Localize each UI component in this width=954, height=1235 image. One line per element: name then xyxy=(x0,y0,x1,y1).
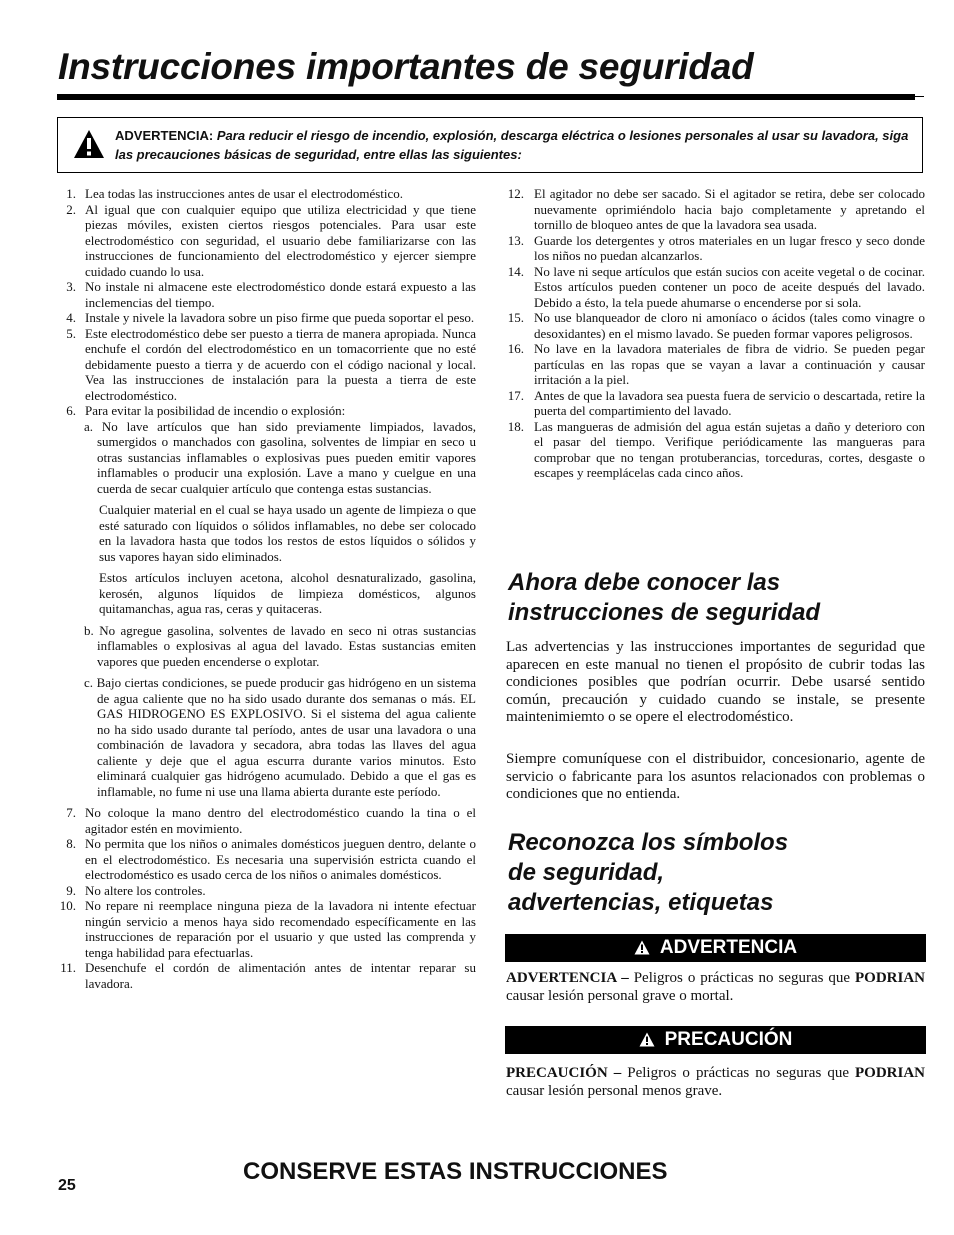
signal-dash: – xyxy=(607,1065,628,1081)
list-item xyxy=(58,186,476,202)
footer-slogan: CONSERVE ESTAS INSTRUCCIONES xyxy=(243,1158,668,1185)
warning-triangle-icon xyxy=(634,940,650,955)
warning-label: ADVERTENCIA: xyxy=(115,128,214,143)
section-paragraph: Las advertencias y las instrucciones importantes de seguridad que aparecen en este manual no tienen el propósito de cubrir todas las condiciones posibles que podrían ocurrir. Debe usarsé sentido común, precaución y cuidado cuando se instale, se presente maintenimiemto o se opere el electrodoméstico. xyxy=(506,639,925,725)
item-number: 4. xyxy=(66,310,76,325)
heading-line: de seguridad, xyxy=(508,859,665,886)
item-text: No use blanqueador de cloro ni amoníaco o ácidos (tales como vinagre o desoxidantes) en el mismo lavado. Se pueden formar vapores peligrosos. xyxy=(534,310,925,341)
list-item xyxy=(58,883,476,899)
item-text: Este electrodoméstico debe ser puesto a tierra de manera apropiada. Nunca enchufe el cordón del electrodoméstico en un tomacorriente que no esté debidamente puesto a tierra y de acuerdo con el código nacional y local. Vea las instrucciones de instalación para la puesta a tierra de este electrodoméstico. xyxy=(85,325,476,403)
heading-line: advertencias, etiquetas xyxy=(508,889,774,916)
item-text: Las mangueras de admisión del agua están sujetas a daño y deterioro con el pasar del tiempo. Verifique periódicamente las mangueras para comprobar que no tengan protuberancias, torceduras, cortes, desgaste o escapes y reemplácelas cada cinco años. xyxy=(534,418,925,480)
list-item xyxy=(58,960,476,991)
sub-item-text: Bajo ciertas condiciones, se puede producir gas hidrógeno en un sistema de agua caliente que no ha sido usado durante dos semanas o más. EL GAS HIDROGENO ES EXPLOSIVO. Si el sistema del agua caliente no ha sido usado durante tal período, antes de usar una lavadora o una combinación de lavadora y secadora, abra todas las llaves del agua caliente y deje que el agua escurra durante varios minutos. Esto eliminará cualquier gas hidrógeno acumulado. Debido a que el gas es inflamable, no fume ni use una llama abierta durante este período. xyxy=(96,675,477,799)
sub-item-a xyxy=(58,419,476,497)
caution-definition xyxy=(506,1065,925,1100)
list-item xyxy=(58,805,476,836)
list-item xyxy=(58,898,476,960)
item-text: No lave ni seque artículos que están sucios con aceite vegetal o de cocinar. Estos artículos pueden contener un poco de aceite después del lavado. Debido a ésto, la tela puede ahumarse o encenderse por si sola. xyxy=(534,263,925,310)
definition-emphasis: PODRIAN xyxy=(855,970,925,986)
item-number: 14. xyxy=(507,263,524,279)
sub-item-text: No agregue gasolina, solventes de lavado en seco ni otras sustancias inflamables o explosivas al agua del lavado. Estas sustancias emiten vapores que pueden encenderse o explotar. xyxy=(97,622,477,669)
heading-line: Reconozca los símbolos xyxy=(508,829,789,856)
signal-term: ADVERTENCIA xyxy=(506,970,617,986)
item-text: No altere los controles. xyxy=(85,882,206,898)
item-text: Para evitar la posibilidad de incendio o explosión: xyxy=(85,403,346,418)
sub-item-label: b. xyxy=(84,622,94,638)
item-number: 2. xyxy=(66,201,76,217)
list-item xyxy=(505,233,925,264)
warning-text xyxy=(115,126,915,164)
list-item xyxy=(58,279,476,310)
item-text: No permita que los niños o animales domésticos jueguen dentro, delante o en el electrodoméstico. Es necesaria una supervisión estricta cuando el electrodoméstico es usado cerca de los niños o animales domésticos. xyxy=(85,836,476,882)
item-text: Instale y nivele la lavadora sobre un piso firme que pueda soportar el peso. xyxy=(85,310,475,325)
list-item xyxy=(58,836,476,883)
list-item xyxy=(505,388,925,419)
item-number: 10. xyxy=(59,898,76,913)
page-title: Instrucciones importantes de seguridad xyxy=(58,46,754,87)
list-item xyxy=(505,264,925,311)
item-number: 18. xyxy=(507,418,524,434)
item-text: El agitador no debe ser sacado. Si el agitador se retira, debe ser colocado nuevamente oprimiéndolo hacia bajo completamente y apretando el tornillo de bloqueo antes de que la lavadora sea usada. xyxy=(534,186,925,232)
caution-bar-label: PRECAUCIÓN xyxy=(664,1029,793,1050)
warning-bar-label: ADVERTENCIA xyxy=(659,937,798,958)
item-number: 3. xyxy=(66,279,76,294)
warning-triangle-icon xyxy=(73,129,105,159)
sub-item-label: c. xyxy=(84,675,94,690)
warning-signal-bar xyxy=(505,934,926,962)
item-number: 12. xyxy=(507,186,524,201)
list-item xyxy=(505,310,925,341)
item-number: 7. xyxy=(66,805,76,820)
item-text: No repare ni reemplace ninguna pieza de la lavadora ni intente efectuar ningún servicio a menos haya sido recomendado específicamente en las instrucciones de reparación por el usuario y que usted las comprenda y tenga habilidad para efectuarlas. xyxy=(85,898,476,960)
left-column xyxy=(58,186,476,991)
list-item xyxy=(505,341,925,388)
item-text: Desenchufe el cordón de alimentación antes de intentar reparar su lavadora. xyxy=(85,960,476,991)
warning-definition xyxy=(506,970,925,1005)
heading-line: instrucciones de seguridad xyxy=(508,599,821,626)
list-item xyxy=(505,186,925,233)
definition-text: Peligros o prácticas no seguras que xyxy=(627,1065,856,1081)
item-number: 11. xyxy=(60,960,76,975)
sub-item-c xyxy=(58,675,476,799)
item-number: 8. xyxy=(66,836,76,851)
heading-line: Ahora debe conocer las xyxy=(508,569,781,596)
title-rule xyxy=(57,94,915,100)
signal-term: PRECAUCIÓN xyxy=(506,1065,608,1081)
section-paragraph: Siempre comuníquese con el distribuidor, concesionario, agente de servicio o fabricante para los asuntos relacionados con problemas o condiciones que no entienda. xyxy=(506,751,925,802)
page-number: 25 xyxy=(58,1177,76,1194)
definition-text: Peligros o prácticas no seguras que xyxy=(633,970,855,986)
item-text: No lave en la lavadora materiales de fibra de vidrio. Se pueden pegar partículas en las ropas que se vayan a lavar a continuación y causar irritación a la piel. xyxy=(534,341,925,387)
item-text: Antes de que la lavadora sea puesta fuera de servicio o descartada, retire la puerta del compartimiento del lavado. xyxy=(534,387,925,418)
sub-item-text: No lave artículos que han sido previamente limpiados, lavados, sumergidos o manchados con gasolina, solventes de limpiar en seco u otras sustancias inflamables o explosivas pues pueden emitir vapores inflamables o producir una explosión. Lave a mano y cuelgue en una cuerda de secar cualquier artículo que contenga estas sustancias. xyxy=(97,418,476,496)
item-number: 16. xyxy=(507,341,524,356)
caution-signal-bar xyxy=(505,1026,926,1054)
definition-text: causar lesión personal menos grave. xyxy=(506,1082,723,1099)
item-text: Guarde los detergentes y otros materiales en un lugar fresco y seco donde los niños no puedan alcanzarlos. xyxy=(534,232,925,263)
list-item xyxy=(58,202,476,280)
definition-emphasis: PODRIAN xyxy=(855,1065,926,1081)
item-number: 5. xyxy=(66,325,76,341)
item-text: No instale ni almacene este electrodoméstico donde estará expuesto a las inclemencias del tiempo. xyxy=(85,279,476,310)
sub-item-label: a. xyxy=(84,418,94,434)
item-number: 9. xyxy=(66,882,76,898)
item-number: 13. xyxy=(507,232,524,248)
sub-item-paragraph: Estos artículos incluyen acetona, alcohol desnaturalizado, gasolina, kerosén, algunos líquidos de limpieza domésticos, algunos quitamanchas, agua ras, ceras y quitaceras. xyxy=(99,570,476,616)
list-item xyxy=(505,419,925,481)
item-number: 1. xyxy=(66,186,76,201)
list-item xyxy=(58,403,476,419)
sub-item-b xyxy=(58,623,476,670)
title-rule-extension xyxy=(915,96,924,97)
right-column xyxy=(505,186,925,481)
item-number: 6. xyxy=(66,403,76,418)
item-text: No coloque la mano dentro del electrodoméstico cuando la tina o el agitador estén en movimiento. xyxy=(85,805,476,836)
signal-dash: – xyxy=(616,970,634,986)
definition-text: causar lesión personal grave o mortal. xyxy=(506,987,734,1004)
warning-triangle-icon xyxy=(639,1032,655,1047)
item-number: 17. xyxy=(507,387,524,403)
item-text: Al igual que con cualquier equipo que utiliza electricidad y que tiene piezas móviles, existen ciertos riesgos potenciales. Para usar este electrodoméstico con seguridad, el usuario debe familiarizarse con las instrucciones de funcionamiento del electrodoméstico y ejercer siempre cuidado cuando lo usa. xyxy=(85,201,476,279)
sub-item-paragraph: Cualquier material en el cual se haya usado un agente de limpieza o que esté saturado con líquidos o sólidos inflamables, no debe ser colocado en la lavadora hasta que todos los restos de estos líquidos o sólidos y sus vapores hayan sido eliminados. xyxy=(99,502,476,564)
warning-message: Para reducir el riesgo de incendio, explosión, descarga eléctrica o lesiones personales al usar su lavadora, siga las precauciones básicas de seguridad, entre ellas las siguientes: xyxy=(115,128,909,162)
section-heading-safety-symbols xyxy=(508,828,788,918)
list-item xyxy=(58,310,476,326)
section-heading-safety-instructions xyxy=(508,568,820,628)
item-number: 15. xyxy=(507,310,524,325)
item-text: Lea todas las instrucciones antes de usar el electrodoméstico. xyxy=(85,186,404,201)
safety-warning-box xyxy=(57,117,923,173)
list-item xyxy=(58,326,476,404)
